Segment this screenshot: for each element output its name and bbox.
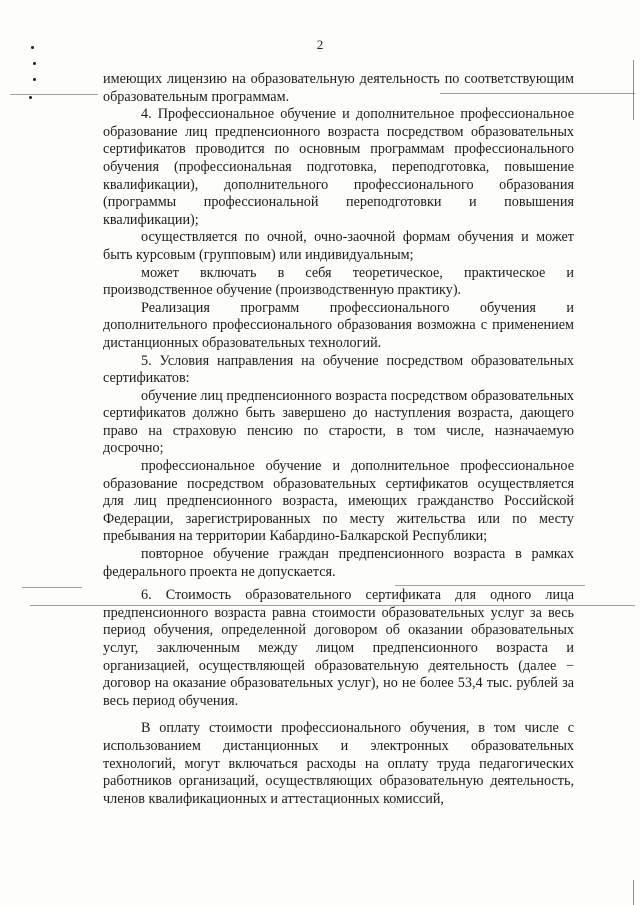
scan-edge bbox=[633, 880, 634, 905]
paragraph: повторное обучение граждан предпенсионного возраста в рамках федерального проекта не допускается. bbox=[103, 546, 574, 580]
paragraph: осуществляется по очной, очно-заочной формам обучения и может быть курсовым (групповым) или индивидуальным; bbox=[103, 229, 574, 263]
document-body bbox=[103, 71, 574, 808]
scan-dot bbox=[29, 96, 32, 99]
paragraph: 5. Условия направления на обучение посредством образовательных сертификатов: bbox=[103, 352, 574, 387]
page-number: 2 bbox=[316, 37, 324, 52]
paragraph: В оплату стоимости профессионального обучения, в том числе с использованием дистанционных и электронных образовательных технологий, могут включаться расходы на оплату труда педагогических работников организаций, осуществляющих образовательную деятельность, членов квалификационных и аттестационных комиссий, bbox=[103, 720, 574, 807]
paragraph: 6. Стоимость образовательного сертификата для одного лица предпенсионного возраста равна стоимости образовательных услуг за весь период обучения, определенной договором об оказании образовательных услуг, заключенным между лицом предпенсионного возраста и организацией, осуществляющей образовательную деятельность (далее − договор на оказание образовательных услуг), но не более 53,4 тыс. рублей за весь период обучения. bbox=[103, 587, 574, 709]
scan-dot bbox=[33, 78, 36, 81]
scan-edge bbox=[633, 60, 634, 120]
paragraph: 4. Профессиональное обучение и дополнительное профессиональное образование лиц предпенсионного возраста посредством образовательных сертификатов проводится по основным программам профессионального обучения (профессиональная подготовка, переподготовка, повышение квалификации), дополнительного профессионального образования (программы профессиональной переподготовки и повышения квалификации); bbox=[103, 106, 574, 228]
paragraph: Реализация программ профессионального обучения и дополнительного профессионального образования возможна с применением дистанционных образовательных технологий. bbox=[103, 299, 574, 351]
scan-dot bbox=[33, 62, 36, 65]
paragraph: профессиональное обучение и дополнительное профессиональное образование посредством образовательных сертификатов осуществляется для лиц предпенсионного возраста, имеющих гражданство Российской Федерации, зарегистрированных по месту жительства или по месту пребывания на территории Кабардино-Балкарской Республики; bbox=[103, 458, 574, 545]
paragraph: может включать в себя теоретическое, практическое и производственное обучение (производственную практику). bbox=[103, 264, 574, 299]
scan-line bbox=[10, 94, 98, 95]
scan-line bbox=[22, 587, 82, 588]
scan-dot bbox=[31, 46, 34, 49]
paragraph: обучение лиц предпенсионного возраста посредством образовательных сертификатов должно быть завершено до наступления возраста, дающего право на страховую пенсию по старости, в том числе, назначаемую досрочно; bbox=[103, 387, 574, 457]
paragraph: имеющих лицензию на образовательную деятельность по соответствующим образовательным программам. bbox=[103, 71, 574, 105]
